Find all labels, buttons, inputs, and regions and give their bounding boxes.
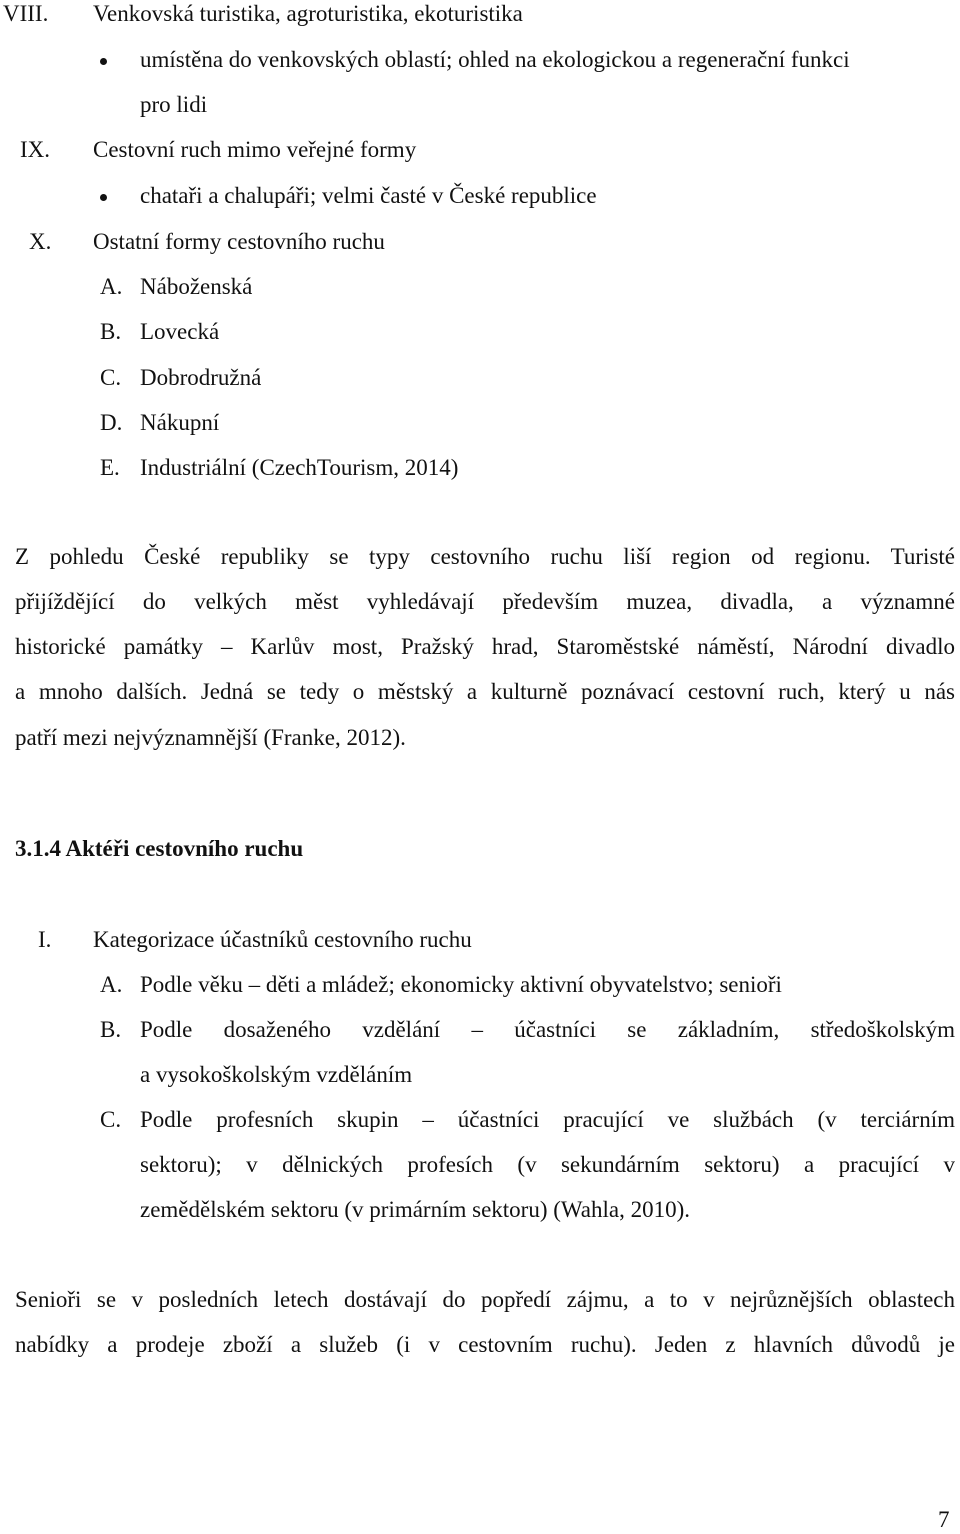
sub-item-text: Podle dosaženého vzdělání – účastníci se základním, středoškolským (140, 1017, 955, 1042)
list-title-ix: Cestovní ruch mimo veřejné formy (93, 137, 417, 162)
sub-letter-e: E. (100, 455, 120, 480)
sub-letter-d: D. (100, 410, 123, 435)
bullet-text-viii-line1: umístěna do venkovských oblastí; ohled na ekologickou a regenerační funkci (140, 47, 850, 72)
bullet-text-ix: chataři a chalupáři; velmi časté v České republice (140, 183, 597, 208)
list-title-i: Kategorizace účastníků cestovního ruchu (93, 927, 472, 952)
paragraph-line: historické památky – Karlův most, Pražský hrad, Staroměstské náměstí, Národní divadlo (15, 634, 955, 659)
bullet-icon (100, 58, 107, 65)
list-number-i: I. (38, 927, 52, 952)
paragraph-line: patří mezi nejvýznamnější (Franke, 2012). (15, 725, 406, 750)
page-number: 7 (938, 1507, 950, 1532)
sub-letter-c: C. (100, 365, 122, 390)
sub-item-text: Náboženská (140, 274, 253, 299)
paragraph-line: a mnoho dalších. Jedná se tedy o městský a kulturně poznávací cestovní ruch, který u nás (15, 679, 955, 704)
bullet-text-viii-line2: pro lidi (140, 92, 208, 117)
sub-item-text: Dobrodružná (140, 365, 262, 390)
sub-item-text: Podle profesních skupin – účastníci pracující ve službách (v terciárním (140, 1107, 955, 1132)
list-number-ix: IX. (20, 137, 51, 162)
sub-item-text: Podle věku – děti a mládež; ekonomicky aktivní obyvatelstvo; senioři (140, 972, 782, 997)
sub-letter-a: A. (100, 972, 123, 997)
list-number-x: X. (29, 229, 52, 254)
sub-letter-a: A. (100, 274, 123, 299)
paragraph-line: Z pohledu České republiky se typy cestovního ruchu liší region od regionu. Turisté (15, 544, 955, 569)
sub-item-text: Industriální (CzechTourism, 2014) (140, 455, 459, 480)
paragraph-line: přijíždějící do velkých měst vyhledávají především muzea, divadla, a významné (15, 589, 955, 614)
sub-letter-b: B. (100, 319, 122, 344)
section-heading: 3.1.4 Aktéři cestovního ruchu (15, 836, 304, 861)
sub-letter-c: C. (100, 1107, 122, 1132)
list-number-viii: VIII. (3, 1, 49, 26)
paragraph-line: Senioři se v posledních letech dostávají do popředí zájmu, a to v nejrůznějších oblastech (15, 1287, 955, 1312)
sub-item-text: sektoru); v dělnických profesích (v sekundárním sektoru) a pracující v (140, 1152, 955, 1177)
sub-item-text: Lovecká (140, 319, 220, 344)
bullet-icon (100, 194, 107, 201)
sub-letter-b: B. (100, 1017, 122, 1042)
list-title-x: Ostatní formy cestovního ruchu (93, 229, 385, 254)
paragraph-line: nabídky a prodeje zboží a služeb (i v cestovním ruchu). Jeden z hlavních důvodů je (15, 1332, 955, 1357)
list-title-viii: Venkovská turistika, agroturistika, ekoturistika (93, 1, 523, 26)
sub-item-text: zemědělském sektoru (v primárním sektoru) (Wahla, 2010). (140, 1197, 690, 1222)
sub-item-text: a vysokoškolským vzděláním (140, 1062, 413, 1087)
sub-item-text: Nákupní (140, 410, 220, 435)
